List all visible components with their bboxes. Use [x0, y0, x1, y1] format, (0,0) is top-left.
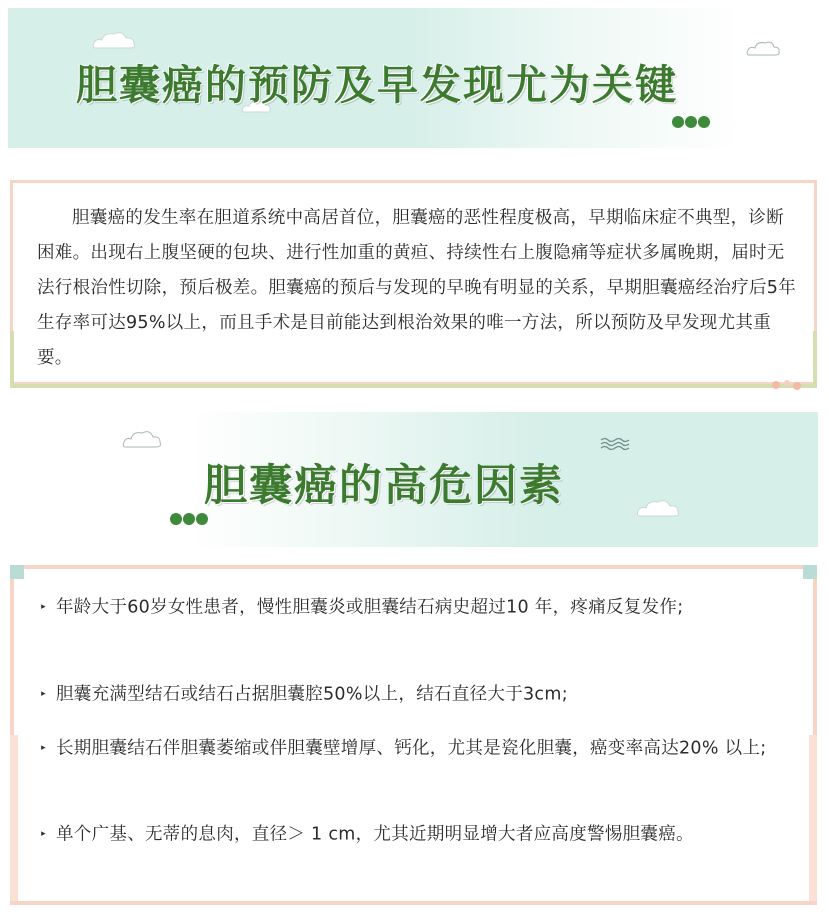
risk-factor-text: 长期胆囊结石伴胆囊萎缩或伴胆囊壁增厚、钙化，尤其是瓷化胆囊，癌变率高达20% 以上; — [56, 738, 767, 759]
wave-lines-icon — [600, 437, 630, 451]
risk-factor-text: 年龄大于60岁女性患者，慢性胆囊炎或胆囊结石病史超过10 年，疼痛反复发作; — [56, 597, 684, 618]
bullet-icon: ▸ — [41, 689, 46, 699]
risk-factor-item — [38, 679, 798, 711]
corner-accent — [10, 565, 24, 579]
cloud-icon — [634, 496, 684, 522]
section-1-title: 胆囊癌的预防及早发现尤为关键 — [76, 61, 678, 109]
bullet-icon: ▸ — [41, 829, 46, 839]
risk-factor-item — [38, 819, 798, 851]
side-accent — [809, 735, 817, 901]
flower-decoration-icon — [770, 378, 804, 392]
bullet-icon: ▸ — [41, 602, 46, 612]
section-2-title: 胆囊癌的高危因素 — [204, 461, 564, 511]
risk-factor-item — [38, 733, 798, 765]
risk-factor-item — [38, 592, 798, 624]
risk-factor-text: 单个广基、无蒂的息肉，直径＞ 1 cm，尤其近期明显增大者应高度警惕胆囊癌。 — [56, 824, 694, 845]
corner-accent — [803, 565, 817, 579]
risk-factors-box — [10, 565, 817, 905]
intro-box — [10, 180, 817, 385]
cloud-icon — [120, 428, 166, 452]
decorative-dots — [672, 113, 711, 132]
decorative-dots — [170, 510, 209, 529]
intro-paragraph: 胆囊癌的发生率在胆道系统中高居首位，胆囊癌的恶性程度极高，早期临床症不典型，诊断困难。出现右上腹坚硬的包块、进行性加重的黄疸、持续性右上腹隐痛等症状多属晚期，届时无法行根治性切除，预后极差。胆囊癌的预后与发现的早晚有明显的关系，早期胆囊癌经治疗后5年生存率可达95%以上，而且手术是目前能达到根治效果的唯一方法，所以预防及早发现尤其重要。 — [37, 208, 797, 368]
bullet-icon: ▸ — [41, 743, 46, 753]
risk-factor-text: 胆囊充满型结石或结石占据胆囊腔50%以上，结石直径大于3cm; — [56, 684, 568, 705]
side-accent — [10, 735, 18, 901]
cloud-icon — [90, 28, 140, 54]
